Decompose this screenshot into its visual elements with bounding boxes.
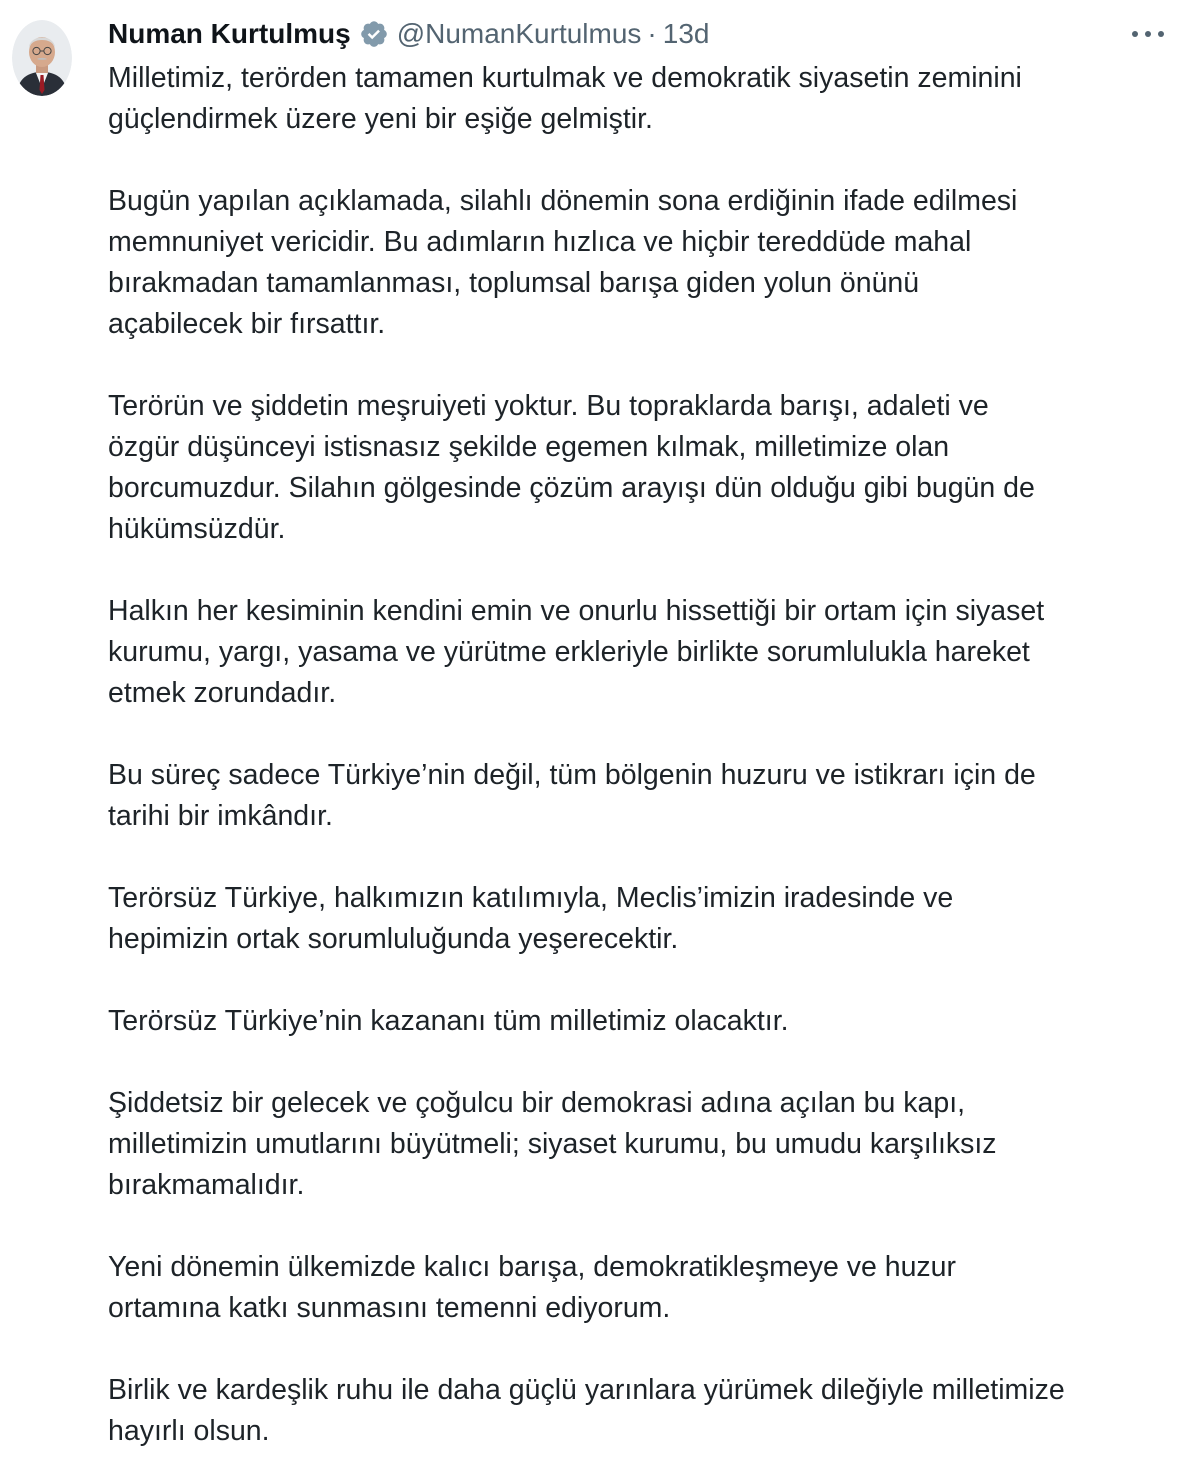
avatar-portrait-icon — [12, 20, 72, 96]
author-handle[interactable]: @NumanKurtulmus — [396, 18, 642, 49]
tweet-paragraph: Terörün ve şiddetin meşruiyeti yoktur. Bu topraklarda barışı, adaleti ve özgür düşünceyi istisnasız şekilde egemen kılmak, milletimize olan borcumuzdur. Silahın gölgesinde çözüm arayışı dün olduğu gibi bugün de hükümsüzdür. — [108, 390, 1035, 545]
tweet-header — [108, 14, 1168, 54]
more-options-icon[interactable] — [1128, 20, 1168, 48]
tweet-body — [108, 58, 1178, 1452]
tweet-paragraph: Birlik ve kardeşlik ruhu ile daha güçlü yarınlara yürümek dileğiyle milletimize hayırlı olsun. — [108, 1374, 1065, 1447]
separator-dot: · — [647, 18, 657, 49]
tweet-paragraph: Terörsüz Türkiye, halkımızın katılımıyla, Meclis’imizin iradesinde ve hepimizin ortak sorumluluğunda yeşerecektir. — [108, 882, 954, 955]
tweet-paragraph: Bugün yapılan açıklamada, silahlı dönemin sona erdiğinin ifade edilmesi memnuniyet vericidir. Bu adımların hızlıca ve hiçbir tereddüde mahal bırakmadan tamamlanması, toplumsal barışa giden yolun önünü açabilecek bir fırsattır. — [108, 185, 1018, 340]
tweet-paragraph: Şiddetsiz bir gelecek ve çoğulcu bir demokrasi adına açılan bu kapı, milletimizin umutlarını büyütmeli; siyaset kurumu, bu umudu karşılıksız bırakmamalıdır. — [108, 1087, 997, 1201]
author-display-name[interactable]: Numan Kurtulmuş — [108, 18, 351, 49]
verified-badge-icon[interactable] — [359, 19, 389, 49]
tweet-paragraph: Milletimiz, terörden tamamen kurtulmak ve demokratik siyasetin zeminini güçlendirmek üzere yeni bir eşiğe gelmiştir. — [108, 62, 1022, 135]
tweet-paragraph: Halkın her kesiminin kendini emin ve onurlu hissettiği bir ortam için siyaset kurumu, yargı, yasama ve yürütme erkleriyle birlikte sorumlulukla hareket etmek zorundadır. — [108, 595, 1045, 709]
user-avatar[interactable] — [12, 20, 72, 96]
tweet-paragraph: Bu süreç sadece Türkiye’nin değil, tüm bölgenin huzuru ve istikrarı için de tarihi bir imkândır. — [108, 759, 1036, 832]
tweet-paragraph: Terörsüz Türkiye’nin kazananı tüm milletimiz olacaktır. — [108, 1005, 789, 1037]
tweet-timestamp[interactable]: 13d — [662, 18, 710, 49]
tweet-paragraph: Yeni dönemin ülkemizde kalıcı barışa, demokratikleşmeye ve huzur ortamına katkı sunmasını temenni ediyorum. — [108, 1251, 957, 1324]
